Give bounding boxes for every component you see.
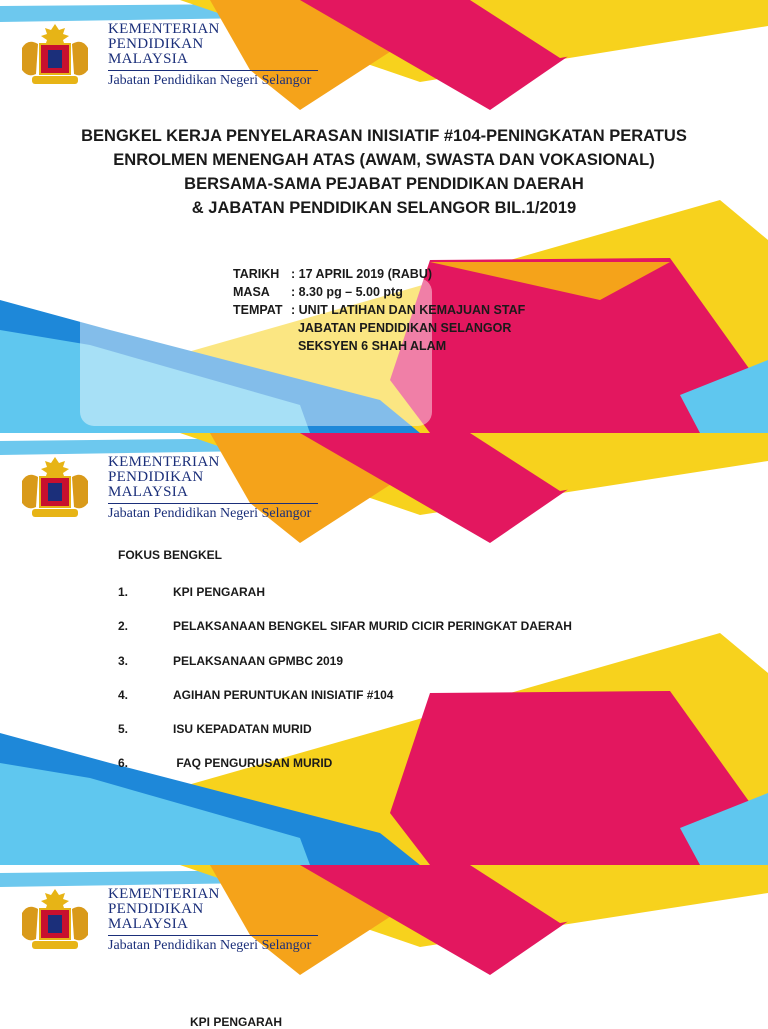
item-number: 6. xyxy=(118,756,129,770)
ministry-name xyxy=(108,455,220,500)
info-label: TARIKH xyxy=(233,267,280,281)
info-value: : 17 APRIL 2019 (RABU) xyxy=(291,267,433,281)
slide-title xyxy=(0,124,768,220)
header-divider xyxy=(108,503,318,504)
title-line-3: BERSAMA-SAMA PEJABAT PENDIDIKAN DAERAH xyxy=(184,175,584,193)
item-text: AGIHAN PERUNTUKAN INISIATIF #104 xyxy=(173,688,394,702)
ministry-line-2: PENDIDIKAN xyxy=(108,36,204,52)
item-number: 4. xyxy=(118,688,129,702)
focus-heading: FOKUS BENGKEL xyxy=(118,548,223,562)
header-divider xyxy=(108,70,318,71)
info-value: SEKSYEN 6 SHAH ALAM xyxy=(291,339,447,353)
info-row-venue-2 xyxy=(233,319,525,337)
ministry-line-3: MALAYSIA xyxy=(108,484,189,500)
item-number: 3. xyxy=(118,654,129,668)
title-line-2: ENROLMEN MENENGAH ATAS (AWAM, SWASTA DAN VOKASIONAL) xyxy=(113,151,655,169)
ministry-line-1: KEMENTERIAN xyxy=(108,454,220,470)
item-number: 2. xyxy=(118,619,129,633)
item-text: ISU KEPADATAN MURID xyxy=(173,722,312,736)
department-name: Jabatan Pendidikan Negeri Selangor xyxy=(108,73,312,88)
info-label xyxy=(233,337,291,355)
coat-of-arms-icon xyxy=(10,451,100,523)
ministry-line-2: PENDIDIKAN xyxy=(108,901,204,917)
title-line-1: BENGKEL KERJA PENYELARASAN INISIATIF #104-PENINGKATAN PERATUS xyxy=(81,127,687,145)
info-row-time xyxy=(233,283,525,301)
item-text: PELAKSANAAN GPMBC 2019 xyxy=(173,654,344,668)
ministry-line-1: KEMENTERIAN xyxy=(108,886,220,902)
item-text: KPI PENGARAH xyxy=(173,585,266,599)
department-name: Jabatan Pendidikan Negeri Selangor xyxy=(108,506,312,521)
event-info xyxy=(233,265,525,355)
ministry-line-3: MALAYSIA xyxy=(108,916,189,932)
partial-text: KPI PENGARAH xyxy=(190,1015,283,1029)
coat-of-arms-icon xyxy=(10,18,100,90)
slide-1 xyxy=(0,0,768,433)
slide-3 xyxy=(0,865,768,1024)
header-2 xyxy=(10,451,330,531)
coat-of-arms-icon xyxy=(10,883,100,955)
info-row-venue-3 xyxy=(233,337,525,355)
ministry-name xyxy=(108,22,220,67)
info-row-venue xyxy=(233,301,525,319)
info-row-date xyxy=(233,265,525,283)
info-value: JABATAN PENDIDIKAN SELANGOR xyxy=(291,321,512,335)
ministry-line-3: MALAYSIA xyxy=(108,51,189,67)
info-value: : 8.30 pg – 5.00 ptg xyxy=(291,285,403,299)
ministry-line-1: KEMENTERIAN xyxy=(108,21,220,37)
item-number: 5. xyxy=(118,722,129,736)
header-1 xyxy=(10,18,330,98)
ministry-line-2: PENDIDIKAN xyxy=(108,469,204,485)
info-label xyxy=(233,319,291,337)
item-number: 1. xyxy=(118,585,129,599)
title-line-4: & JABATAN PENDIDIKAN SELANGOR BIL.1/2019 xyxy=(191,199,577,217)
slide-2 xyxy=(0,433,768,865)
ministry-name xyxy=(108,887,220,932)
info-label: TEMPAT xyxy=(233,303,283,317)
department-name: Jabatan Pendidikan Negeri Selangor xyxy=(108,938,312,953)
item-text: PELAKSANAAN BENGKEL SIFAR MURID CICIR PERINGKAT DAERAH xyxy=(173,619,572,633)
header-3 xyxy=(10,883,330,963)
info-label: MASA xyxy=(233,285,270,299)
info-value: : UNIT LATIHAN DAN KEMAJUAN STAF xyxy=(291,303,526,317)
item-text: FAQ PENGURUSAN MURID xyxy=(173,756,333,770)
header-divider xyxy=(108,935,318,936)
